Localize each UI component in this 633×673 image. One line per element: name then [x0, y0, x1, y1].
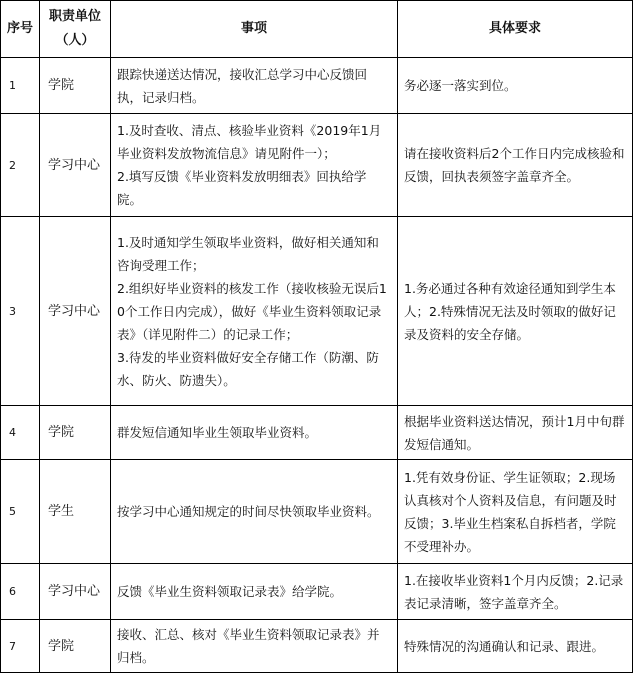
header-unit-line1: 职责单位 — [48, 9, 101, 24]
requirement-line: 根据毕业资料送达情况，预计1月中旬群发短信通知。 — [404, 413, 625, 452]
row-matter — [111, 564, 398, 620]
row-requirement — [398, 564, 633, 620]
row-index: 7 — [1, 620, 40, 673]
matter-line: 按学习中心通知规定的时间尽快领取毕业资料。 — [117, 504, 380, 519]
requirement-line: 1.在接收毕业资料1个月内反馈；2.记录表记录清晰，签字盖章齐全。 — [404, 572, 624, 611]
table-row — [1, 217, 633, 406]
row-requirement — [398, 620, 633, 673]
table-row — [1, 564, 633, 620]
matter-line: 1.及时通知学生领取毕业资料，做好相关通知和咨询受理工作； — [117, 234, 379, 273]
matter-line: 群发短信通知毕业生领取毕业资料。 — [117, 425, 318, 440]
row-unit: 学生 — [40, 460, 111, 564]
row-unit: 学院 — [40, 406, 111, 460]
matter-line: 1.及时查收、清点、核验毕业资料《2019年1月毕业资料发放物流信息》请见附件一）； — [117, 123, 382, 161]
row-unit: 学院 — [40, 620, 111, 673]
matter-line: 3.待发的毕业资料做好安全存储工作（防潮、防水、防火、防遗失）。 — [117, 349, 379, 388]
table-row — [1, 58, 633, 114]
row-index: 6 — [1, 564, 40, 620]
matter-line: 2.填写反馈《毕业资料发放明细表》回执给学院。 — [117, 169, 367, 207]
row-index: 5 — [1, 460, 40, 564]
row-unit: 学习中心 — [40, 114, 111, 217]
header-matter: 事项 — [111, 1, 398, 58]
matter-line: 2.组织好毕业资料的核发工作（接收核验无误后10个工作日内完成），做好《毕业生资料领取记录表》（详见附件二）的记录工作； — [117, 280, 387, 342]
row-index: 1 — [1, 58, 40, 114]
header-index: 序号 — [1, 1, 40, 58]
requirement-line: 1.凭有效身份证、学生证领取；2.现场认真核对个人资料及信息，有问题及时反馈；3.毕业生档案私自拆档者，学院不受理补办。 — [404, 469, 617, 554]
row-index: 4 — [1, 406, 40, 460]
matter-line: 跟踪快递送达情况，接收汇总学习中心反馈回执，记录归档。 — [117, 66, 368, 105]
matter-line: 反馈《毕业生资料领取记录表》给学院。 — [117, 584, 343, 599]
requirement-line: 特殊情况的沟通确认和记录、跟进。 — [404, 638, 605, 654]
row-index: 3 — [1, 217, 40, 406]
row-requirement — [398, 406, 633, 460]
row-unit: 学院 — [40, 58, 111, 114]
table-row — [1, 620, 633, 673]
matter-line: 接收、汇总、核对《毕业生资料领取记录表》并归档。 — [117, 627, 380, 665]
header-requirement: 具体要求 — [398, 1, 633, 58]
header-unit — [40, 1, 111, 58]
row-index: 2 — [1, 114, 40, 217]
table-row — [1, 460, 633, 564]
table-row — [1, 406, 633, 460]
row-requirement — [398, 460, 633, 564]
row-matter — [111, 406, 398, 460]
row-unit: 学习中心 — [40, 564, 111, 620]
requirement-line: 请在接收资料后2个工作日内完成核验和反馈，回执表须签字盖章齐全。 — [404, 146, 625, 184]
row-matter — [111, 58, 398, 114]
row-matter — [111, 460, 398, 564]
row-matter — [111, 114, 398, 217]
requirement-line: 1.务必通过各种有效途径通知到学生本人；2.特殊情况无法及时领取的做好记录及资料的安全存储。 — [404, 280, 616, 342]
header-unit-line2: （人） — [55, 33, 95, 48]
row-requirement — [398, 58, 633, 114]
row-requirement — [398, 217, 633, 406]
header-row — [1, 1, 633, 58]
table-row — [1, 114, 633, 217]
row-requirement — [398, 114, 633, 217]
row-unit: 学习中心 — [40, 217, 111, 406]
row-matter — [111, 620, 398, 673]
requirement-line: 务必逐一落实到位。 — [404, 78, 517, 93]
row-matter — [111, 217, 398, 406]
